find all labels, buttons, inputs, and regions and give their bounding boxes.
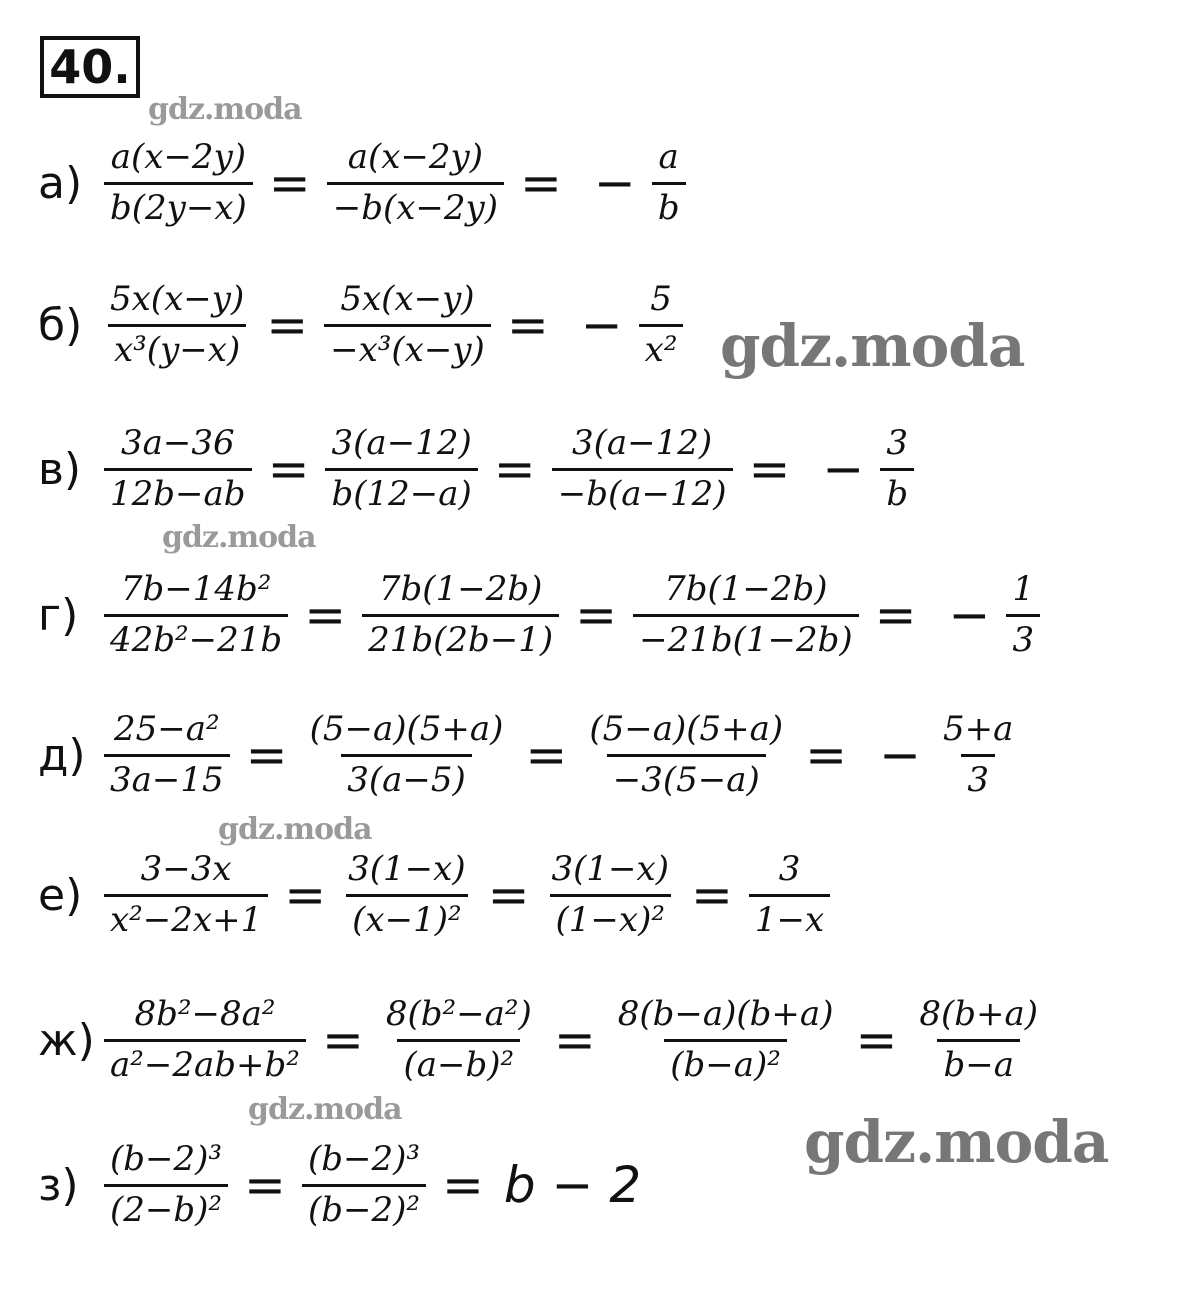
numerator: a(x−2y): [347, 137, 483, 178]
equals-sign: =: [268, 154, 311, 212]
denominator: b(2y−x): [104, 182, 253, 228]
numerator: (b−2)³: [307, 1139, 420, 1180]
fraction: [552, 424, 733, 513]
numerator: 5+a: [942, 709, 1014, 750]
equals-sign: =: [442, 1156, 484, 1214]
watermark: gdz.moda: [148, 92, 302, 127]
denominator: b: [880, 468, 914, 514]
denominator: −21b(1−2b): [633, 614, 859, 660]
numerator: 3(1−x): [348, 849, 466, 890]
equals-sign: =: [748, 440, 791, 498]
equals-sign: =: [525, 726, 568, 784]
fraction: [612, 995, 840, 1084]
item-label: а): [38, 157, 83, 209]
fraction: [913, 995, 1044, 1084]
denominator: (2−b)²: [104, 1184, 228, 1230]
numerator: 3(a−12): [331, 423, 472, 464]
minus-sign: −: [593, 154, 636, 212]
fraction: [380, 995, 538, 1084]
numerator: (b−2)³: [110, 1139, 223, 1180]
equals-sign: =: [493, 440, 536, 498]
fraction: [1006, 570, 1040, 659]
fraction: [104, 710, 230, 799]
numerator: 3(a−12): [572, 423, 713, 464]
denominator: 3(a−5): [341, 754, 472, 800]
fraction: [104, 280, 250, 369]
equals-sign: =: [487, 866, 530, 924]
minus-sign: −: [580, 296, 623, 354]
numerator: 3a−36: [120, 423, 235, 464]
equals-sign: =: [575, 586, 618, 644]
fraction: [104, 1140, 228, 1229]
equals-sign: =: [266, 296, 309, 354]
equals-sign: =: [245, 726, 288, 784]
numerator: 1: [1012, 569, 1035, 610]
equals-sign: =: [244, 1156, 286, 1214]
equals-sign: =: [690, 866, 733, 924]
numerator: 3−3x: [140, 849, 232, 890]
numerator: 3: [886, 423, 909, 464]
numerator: 25−a²: [114, 709, 220, 750]
solution-row: [38, 1130, 641, 1240]
denominator: b(12−a): [325, 468, 477, 514]
numerator: 3(1−x): [551, 849, 669, 890]
denominator: −x³(x−y): [324, 324, 491, 370]
item-label: е): [38, 869, 83, 921]
fraction: [362, 570, 559, 659]
denominator: 21b(2b−1): [362, 614, 559, 660]
denominator: x²: [639, 324, 684, 370]
denominator: (x−1)²: [346, 894, 467, 940]
fraction: [104, 424, 252, 513]
minus-sign: −: [879, 726, 921, 784]
denominator: (b−a)²: [664, 1039, 787, 1085]
numerator: 7b(1−2b): [664, 569, 828, 610]
denominator: 3: [961, 754, 995, 800]
solution-row: [38, 270, 683, 380]
numerator: 5: [650, 279, 672, 320]
result-expression: b − 2: [503, 1156, 642, 1214]
numerator: 3: [778, 849, 801, 890]
equals-sign: =: [267, 440, 310, 498]
fraction: [325, 424, 477, 513]
fraction: [546, 850, 675, 939]
item-label: б): [38, 299, 83, 351]
fraction: [342, 850, 471, 939]
denominator: x²−2x+1: [104, 894, 268, 940]
watermark: gdz.moda: [720, 312, 1025, 380]
fraction: [104, 995, 306, 1084]
denominator: 42b²−21b: [104, 614, 288, 660]
equals-sign: =: [284, 866, 327, 924]
numerator: 5x(x−y): [110, 279, 245, 320]
numerator: 8(b−a)(b+a): [617, 994, 834, 1035]
watermark: gdz.moda: [162, 520, 316, 555]
denominator: −b(a−12): [552, 468, 733, 514]
denominator: x³(y−x): [108, 324, 246, 370]
fraction: [880, 424, 914, 513]
fraction: [104, 570, 288, 659]
denominator: (b−2)²: [302, 1184, 426, 1230]
task-number: 40.: [40, 36, 140, 98]
fraction: [327, 138, 504, 227]
item-label: ж): [38, 1014, 95, 1066]
denominator: b−a: [937, 1039, 1020, 1085]
solution-row: [38, 840, 830, 950]
minus-sign: −: [948, 586, 991, 644]
item-label: г): [38, 589, 79, 641]
solution-row: [38, 700, 1019, 810]
numerator: (5−a)(5+a): [309, 709, 504, 750]
item-label: з): [38, 1159, 79, 1211]
fraction: [304, 710, 510, 799]
numerator: (5−a)(5+a): [589, 709, 784, 750]
watermark: gdz.moda: [804, 1108, 1109, 1176]
numerator: 7b(1−2b): [378, 569, 543, 610]
solution-row: [38, 414, 914, 524]
solution-row: [38, 560, 1040, 670]
equals-sign: =: [321, 1011, 364, 1069]
numerator: 5x(x−y): [340, 279, 475, 320]
item-label: в): [38, 443, 82, 495]
denominator: a²−2ab+b²: [104, 1039, 306, 1085]
equals-sign: =: [855, 1011, 898, 1069]
fraction: [937, 710, 1019, 799]
fraction: [749, 850, 830, 939]
equals-sign: =: [506, 296, 549, 354]
fraction: [583, 710, 789, 799]
equals-sign: =: [304, 586, 347, 644]
equals-sign: =: [874, 586, 917, 644]
equals-sign: =: [520, 154, 562, 212]
numerator: 8(b+a): [919, 994, 1039, 1035]
numerator: a(x−2y): [110, 137, 247, 178]
numerator: a: [658, 137, 679, 178]
fraction: [652, 138, 686, 227]
denominator: (1−x)²: [550, 894, 671, 940]
denominator: −b(x−2y): [327, 182, 504, 228]
fraction: [302, 1140, 426, 1229]
denominator: (a−b)²: [397, 1039, 520, 1085]
denominator: 12b−ab: [104, 468, 252, 514]
fraction: [639, 280, 684, 369]
denominator: −3(5−a): [607, 754, 766, 800]
numerator: 8b²−8a²: [134, 994, 276, 1035]
denominator: 3: [1006, 614, 1040, 660]
fraction: [104, 138, 253, 227]
solution-row: [38, 128, 686, 238]
equals-sign: =: [805, 726, 848, 784]
denominator: 1−x: [749, 894, 830, 940]
numerator: 7b−14b²: [120, 569, 272, 610]
item-label: д): [38, 729, 86, 781]
fraction: [324, 280, 491, 369]
watermark: gdz.moda: [218, 812, 372, 847]
fraction: [633, 570, 859, 659]
watermark: gdz.moda: [248, 1092, 402, 1127]
fraction: [104, 850, 268, 939]
minus-sign: −: [822, 440, 865, 498]
denominator: 3a−15: [104, 754, 230, 800]
equals-sign: =: [553, 1011, 596, 1069]
denominator: b: [652, 182, 686, 228]
numerator: 8(b²−a²): [385, 994, 532, 1035]
solution-row: [38, 985, 1044, 1095]
